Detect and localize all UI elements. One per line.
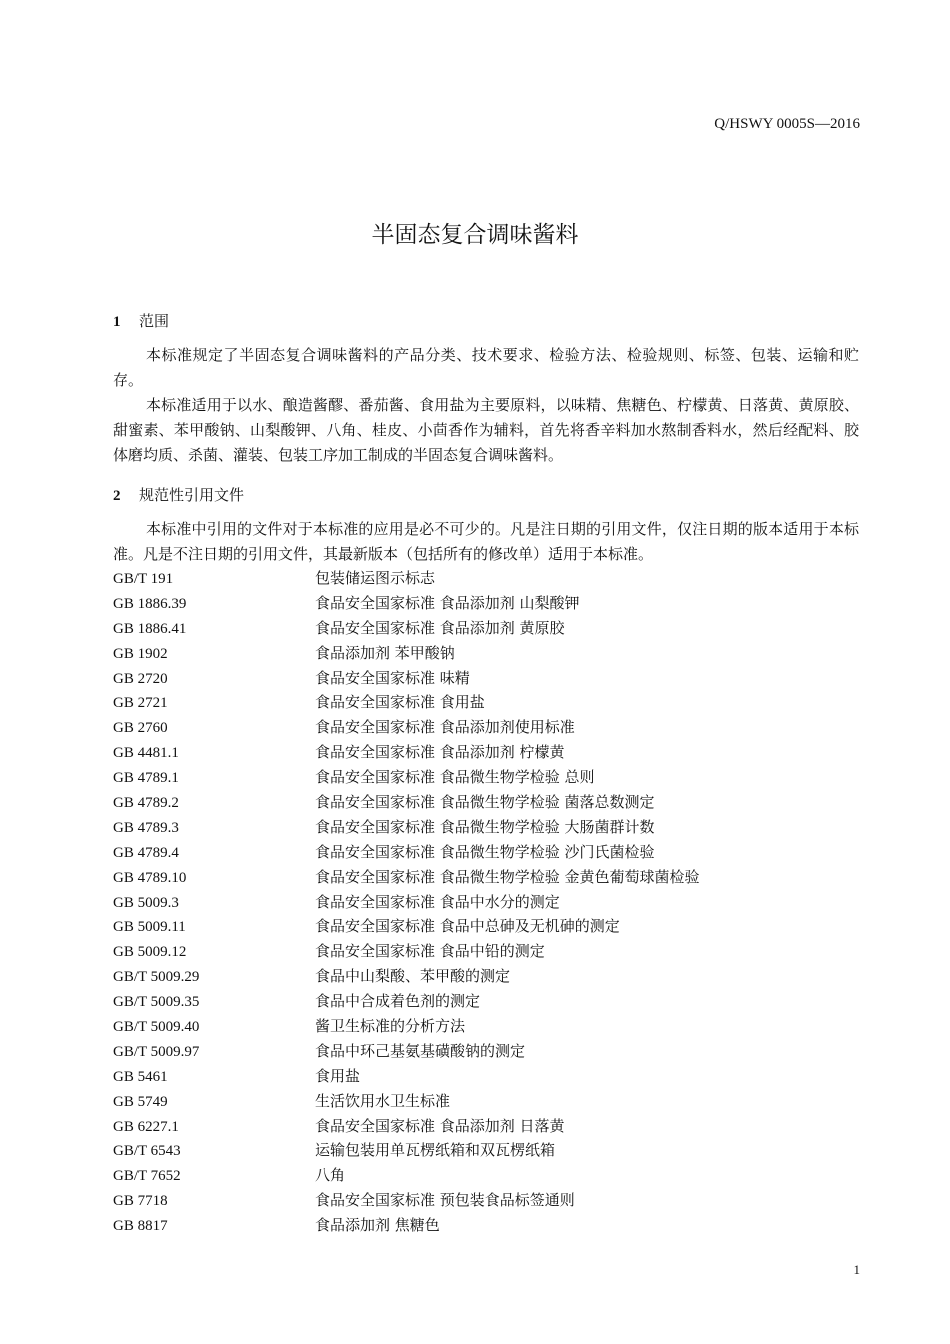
reference-code: GB/T 191 <box>113 571 174 587</box>
reference-code: GB 4789.3 <box>113 819 179 836</box>
reference-row <box>113 1089 859 1114</box>
reference-title: 食品中山梨酸、苯甲酸的测定 <box>315 967 511 986</box>
reference-code: GB 1902 <box>113 645 168 662</box>
reference-row <box>113 914 859 939</box>
reference-code: GB 4481.1 <box>113 745 179 762</box>
reference-title: 食品安全国家标准 食品微生物学检验 沙门氏菌检验 <box>315 842 655 861</box>
reference-title: 食品安全国家标准 食品添加剂 黄原胶 <box>315 618 565 637</box>
reference-title: 生活饮用水卫生标准 <box>315 1091 451 1110</box>
reference-row <box>113 1064 859 1089</box>
reference-row <box>113 765 859 790</box>
reference-code: GB 4789.1 <box>113 770 179 787</box>
reference-code: GB/T 7652 <box>113 1168 181 1185</box>
reference-row <box>113 790 859 815</box>
section-2-number: 2 <box>113 488 121 504</box>
reference-title: 食品中环己基氨基磺酸钠的测定 <box>315 1041 526 1060</box>
reference-title: 食品安全国家标准 食品微生物学检验 金黄色葡萄球菌检验 <box>315 867 700 886</box>
section-2-intro: 本标准中引用的文件对于本标准的应用是必不可少的。凡是注日期的引用文件，仅注日期的版本适用于本标准。凡是不注日期的引用文件，其最新版本（包括所有的修改单）适用于本标准。 <box>113 520 859 563</box>
reference-title: 食品安全国家标准 食用盐 <box>315 693 485 712</box>
page-number: 1 <box>853 1262 860 1277</box>
reference-row <box>113 740 859 765</box>
reference-row <box>113 964 859 989</box>
reference-row <box>113 1014 859 1039</box>
reference-code: GB 1886.39 <box>113 595 187 612</box>
reference-title: 食品安全国家标准 味精 <box>315 668 470 687</box>
reference-code: GB 7718 <box>113 1193 168 1210</box>
standard-code: Q/HSWY 0005S—2016 <box>714 116 860 132</box>
reference-code: GB 4789.2 <box>113 795 179 812</box>
reference-title: 食品安全国家标准 食品微生物学检验 菌落总数测定 <box>315 793 655 812</box>
reference-row <box>113 1188 859 1213</box>
section-2-title: 规范性引用文件 <box>139 486 245 504</box>
reference-code: GB/T 6543 <box>113 1143 181 1160</box>
reference-row <box>113 1039 859 1064</box>
reference-code: GB 2720 <box>113 670 168 687</box>
reference-code: GB 2760 <box>113 720 168 737</box>
reference-title: 食品安全国家标准 食品添加剂 柠檬黄 <box>315 743 565 762</box>
reference-row <box>113 1138 859 1163</box>
reference-title: 八角 <box>315 1166 346 1185</box>
reference-title: 食品安全国家标准 食品微生物学检验 总则 <box>315 768 595 787</box>
reference-title: 食品安全国家标准 预包装食品标签通则 <box>315 1191 575 1210</box>
reference-code: GB 5461 <box>113 1068 168 1085</box>
reference-code: GB/T 5009.40 <box>113 1019 200 1036</box>
reference-row <box>113 566 859 591</box>
reference-code: GB/T 5009.97 <box>113 1043 200 1060</box>
document-title: 半固态复合调味酱料 <box>371 222 579 248</box>
reference-row <box>113 641 859 666</box>
reference-list <box>113 566 859 1238</box>
reference-row <box>113 666 859 691</box>
reference-title: 酱卫生标准的分析方法 <box>315 1017 466 1036</box>
reference-code: GB 4789.10 <box>113 869 187 886</box>
reference-code: GB 1886.41 <box>113 620 187 637</box>
reference-row <box>113 1213 859 1238</box>
reference-row <box>113 1114 859 1139</box>
reference-code: GB/T 5009.35 <box>113 994 200 1011</box>
reference-code: GB 5009.12 <box>113 944 187 961</box>
reference-row <box>113 715 859 740</box>
reference-code: GB 5009.3 <box>113 894 179 911</box>
reference-title: 食品添加剂 苯甲酸钠 <box>315 643 455 662</box>
reference-code: GB 5009.11 <box>113 919 186 936</box>
section-1-title: 范围 <box>139 312 170 330</box>
reference-row <box>113 865 859 890</box>
section-1-paragraph-2: 本标准适用于以水、酿造酱醪、番茄酱、食用盐为主要原料，以味精、焦糖色、柠檬黄、日落黄、黄原胶、甜蜜素、苯甲酸钠、山梨酸钾、八角、桂皮、小茴香作为辅料，首先将香辛料加水熬制香料水，然后经配料、胶体磨均质、杀菌、灌装、包装工序加工制成的半固态复合调味酱料。 <box>113 396 859 464</box>
reference-row <box>113 840 859 865</box>
reference-row <box>113 1163 859 1188</box>
reference-code: GB 6227.1 <box>113 1118 179 1135</box>
reference-row <box>113 690 859 715</box>
section-1-paragraph-1: 本标准规定了半固态复合调味酱料的产品分类、技术要求、检验方法、检验规则、标签、包装、运输和贮存。 <box>113 346 859 389</box>
reference-row <box>113 591 859 616</box>
reference-title: 食品安全国家标准 食品添加剂 山梨酸钾 <box>315 593 580 612</box>
reference-title: 食品添加剂 焦糖色 <box>315 1216 440 1235</box>
reference-title: 食品安全国家标准 食品微生物学检验 大肠菌群计数 <box>315 817 655 836</box>
reference-title: 食用盐 <box>315 1066 361 1085</box>
section-2-heading <box>113 484 244 505</box>
reference-code: GB 4789.4 <box>113 844 179 861</box>
reference-title: 运输包装用单瓦楞纸箱和双瓦楞纸箱 <box>315 1141 556 1160</box>
reference-row <box>113 890 859 915</box>
reference-row <box>113 939 859 964</box>
reference-title: 食品安全国家标准 食品添加剂 日落黄 <box>315 1116 565 1135</box>
reference-title: 食品安全国家标准 食品中铅的测定 <box>315 942 545 961</box>
reference-title: 食品安全国家标准 食品中总砷及无机砷的测定 <box>315 917 620 936</box>
reference-code: GB/T 5009.29 <box>113 969 200 986</box>
reference-row <box>113 989 859 1014</box>
reference-title: 包装储运图示标志 <box>315 569 436 587</box>
reference-code: GB 8817 <box>113 1218 168 1235</box>
reference-title: 食品安全国家标准 食品添加剂使用标准 <box>315 718 575 737</box>
reference-row <box>113 815 859 840</box>
reference-title: 食品中合成着色剂的测定 <box>315 992 481 1011</box>
reference-title: 食品安全国家标准 食品中水分的测定 <box>315 892 560 911</box>
section-1-heading <box>113 310 169 331</box>
reference-code: GB 5749 <box>113 1093 168 1110</box>
reference-row <box>113 616 859 641</box>
reference-code: GB 2721 <box>113 695 168 712</box>
section-1-number: 1 <box>113 314 121 330</box>
